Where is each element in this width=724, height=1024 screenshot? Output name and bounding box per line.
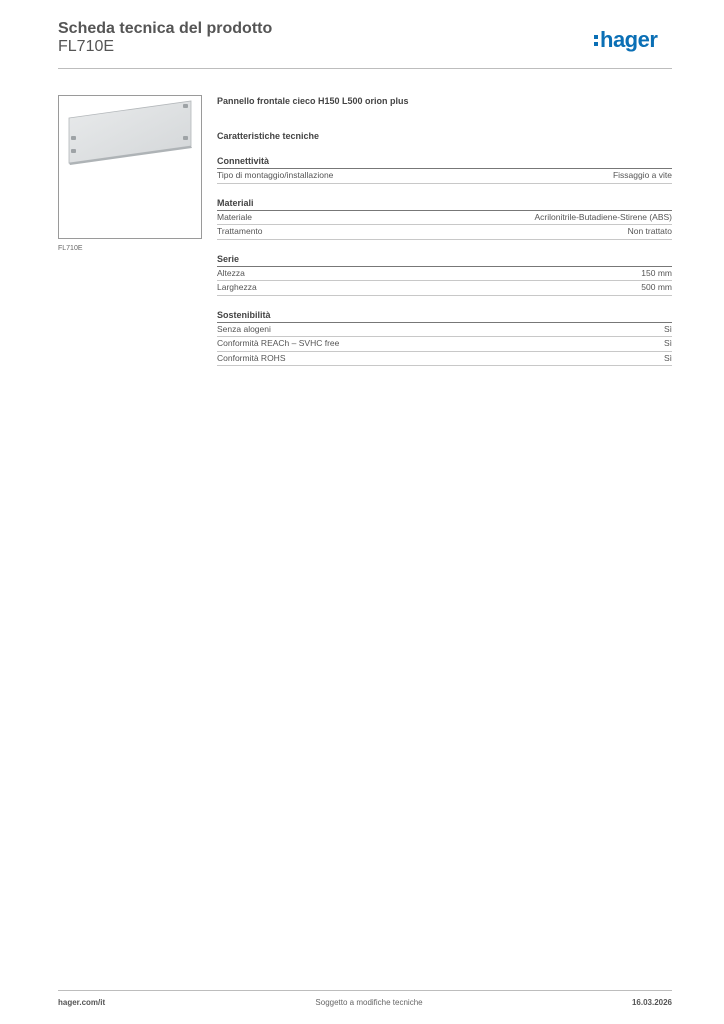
spec-row xyxy=(217,225,672,240)
spec-value: Sì xyxy=(663,338,672,348)
screw-icon xyxy=(71,136,76,140)
spec-value: Acrilonitrile-Butadiene-Stirene (ABS) xyxy=(534,211,672,222)
footer-date: 16.03.2026 xyxy=(631,998,672,1007)
spec-label: Conformità REACh – SVHC free xyxy=(217,338,340,348)
spec-label: Larghezza xyxy=(217,282,257,292)
spec-row xyxy=(217,169,672,184)
specs-caption: Caratteristiche tecniche xyxy=(217,131,320,141)
spec-value: Sì xyxy=(663,323,672,334)
spec-value: Fissaggio a vite xyxy=(612,170,672,180)
product-name: Pannello frontale cieco H150 L500 orion plus xyxy=(217,96,409,106)
spec-value: Non trattato xyxy=(627,226,672,236)
spec-value: 500 mm xyxy=(641,282,672,292)
product-image-caption: FL710E xyxy=(58,245,83,252)
spec-row xyxy=(217,323,672,338)
spec-row xyxy=(217,211,672,226)
spec-label: Senza alogeni xyxy=(217,323,271,334)
logo-text: hager xyxy=(600,27,658,52)
footer-divider xyxy=(58,990,672,991)
spec-section-materiali xyxy=(217,198,672,240)
screw-icon xyxy=(183,104,188,108)
spec-row xyxy=(217,267,672,282)
spec-row xyxy=(217,281,672,296)
page-title: Scheda tecnica del prodotto xyxy=(58,20,273,37)
spec-label: Conformità ROHS xyxy=(217,352,286,363)
spec-section-heading: Sostenibilità xyxy=(217,310,672,323)
spec-section-heading: Materiali xyxy=(217,198,672,211)
blank-front-panel-image xyxy=(59,96,201,238)
spec-section-heading: Connettività xyxy=(217,156,672,169)
footer-website-link[interactable]: hager.com/it xyxy=(58,998,106,1007)
panel-face xyxy=(69,101,191,163)
spec-row xyxy=(217,337,672,352)
product-code-title: FL710E xyxy=(58,38,115,55)
product-image-frame xyxy=(58,95,202,239)
screw-icon xyxy=(183,136,188,140)
spec-label: Trattamento xyxy=(217,226,263,236)
spec-value: Sì xyxy=(663,352,672,363)
screw-icon xyxy=(71,149,76,153)
logo-colon-icon xyxy=(594,32,598,48)
spec-section-serie xyxy=(217,254,672,296)
spec-content xyxy=(217,95,672,366)
header-divider xyxy=(58,68,672,69)
spec-section-sostenibilita xyxy=(217,310,672,367)
spec-label: Altezza xyxy=(217,267,245,278)
hager-logo xyxy=(594,27,657,53)
spec-section-heading: Serie xyxy=(217,254,672,267)
spec-label: Materiale xyxy=(217,211,252,222)
spec-value: 150 mm xyxy=(641,267,672,278)
spec-label: Tipo di montaggio/installazione xyxy=(217,170,334,180)
spec-row xyxy=(217,352,672,367)
spec-section-connettivita xyxy=(217,156,672,184)
footer-note: Soggetto a modifiche tecniche xyxy=(315,998,423,1007)
